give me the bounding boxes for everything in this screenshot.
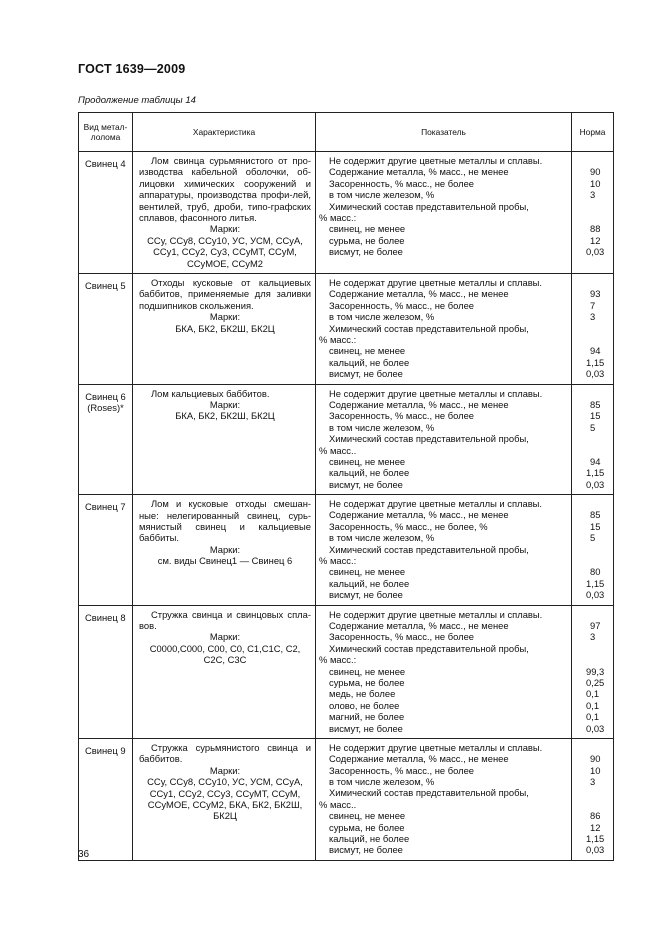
norm-value [576,323,607,334]
norm-value [576,498,607,509]
brands-list: БКА, БК2, БК2Ш, БК2Ц [175,322,275,334]
brands-list: С0000,С000, С00, С0, С1,С1С, С2, С2С, С3С [149,642,301,666]
table-row [79,738,614,860]
indicator-line: % масс.. [319,444,357,456]
table-14 [78,112,614,861]
norm-value: 0,03 [586,368,605,380]
norm-value [576,334,607,345]
norm-value: 90 [590,166,601,178]
scrap-type-label: Свинец 6 [85,390,126,402]
table-row [79,274,614,385]
brands-list: ССу, ССу8, ССу10, УС, УСМ, ССуА, ССу1, ССу2, Су3, ССуМТ, ССуМ, ССуМОЕ, ССуМ2 [147,234,303,269]
cell-scrap-type [79,274,133,385]
cell-indicators [316,605,572,738]
indicator-line: свинец, не менее [329,810,406,822]
brands-list: ССу, ССу8, ССу10, УС, УСМ, ССуА, ССу1, ССу2, ССу3, ССуМТ, ССуМ, ССуМОЕ, ССуМ2, БКА, БК2, БК2Ш, БК2Ц [147,776,303,822]
page-number: 36 [78,849,90,860]
col-header-characteristic: Характеристика [133,113,316,152]
characteristic-text: Отходы кусковые от кальциевых баббитов, применяемые для заливки подшипников скольжения. [139,277,311,311]
indicator-line: медь, не более [329,688,396,700]
indicator-line: висмут, не более [329,246,403,258]
scrap-type-label: Свинец 9 [85,744,126,756]
indicator-line: в том числе железом, % [329,776,435,788]
table-row [79,495,614,606]
norm-value: 94 [590,455,601,467]
cell-characteristic [133,152,316,274]
indicator-line: в том числе железом, % [329,532,435,544]
cell-indicators [316,274,572,385]
indicator-line: % масс.: [319,654,357,666]
norm-value: 5 [590,532,596,544]
document-header: ГОСТ 1639—2009 [78,62,186,76]
norm-value [576,277,607,288]
indicator-line: свинец, не менее [329,223,406,235]
cell-scrap-type [79,738,133,860]
indicator-line: свинец, не менее [329,566,406,578]
norm-value: 1,15 [586,577,605,589]
norm-value: 0,03 [586,589,605,601]
norm-value: 1,15 [586,833,605,845]
norm-value: 10 [590,177,601,189]
col-header-norm: Норма [572,113,614,152]
cell-scrap-type [79,384,133,495]
indicator-line: Засоренность, % масс., не более [329,410,475,422]
norm-value: 3 [590,631,596,643]
indicator-line: Химический состав представительной пробы, [329,543,529,555]
norm-value: 15 [590,410,601,422]
norm-value: 0,1 [586,711,600,723]
scrap-type-label: Свинец 7 [85,501,126,513]
norm-value [576,787,607,798]
brands-label: Марки: [209,764,241,776]
norm-value: 15 [590,520,601,532]
norm-value [576,544,607,555]
indicator-line: Не содержит другие цветные металлы и сплавы. [329,608,543,620]
norm-value: 99,3 [586,665,605,677]
table-continuation-caption: Продолжение таблицы 14 [78,95,196,106]
cell-characteristic [133,274,316,385]
norm-value: 90 [590,753,601,765]
table-header-row [79,113,614,152]
indicator-line: Не содержит другие цветные металлы и сплавы. [329,387,543,399]
col-header-type-text: Вид метал- лолома [83,122,128,142]
scrap-type-label: Свинец 5 [85,280,126,292]
table-row [79,605,614,738]
norm-value: 94 [590,345,601,357]
indicator-line: сурьма, не более [329,821,405,833]
norm-value [576,445,607,456]
brands-list: см. виды Свинец1 — Свинец 6 [157,555,293,567]
indicator-line: сурьма, не более [329,676,405,688]
norm-value: 97 [590,620,601,631]
cell-indicators [316,384,572,495]
indicator-line: свинец, не менее [329,665,406,677]
indicator-line: Содержание металла, % масс., не менее [329,288,509,300]
indicator-line: % масс.: [319,334,357,346]
norm-value: 0,03 [586,478,605,490]
cell-scrap-type [79,605,133,738]
cell-characteristic [133,495,316,606]
col-header-indicator: Показатель [316,113,572,152]
norm-value: 0,1 [586,688,600,700]
norm-value: 12 [590,234,601,246]
indicator-line: магний, не более [329,711,405,723]
norm-value [576,433,607,444]
norm-value [576,155,607,166]
cell-norms [572,274,614,385]
indicator-line: Не содержат другие цветные металлы и сплавы. [329,277,543,289]
indicator-line: Содержание металла, % масс., не менее [329,166,509,178]
norm-value: 0,03 [586,844,605,856]
characteristic-text: Стружка сурьмянистого свинца и баббитов. [139,741,311,765]
indicator-line: висмут, не более [329,478,403,490]
indicator-line: Химический состав представительной пробы, [329,200,529,212]
norm-value [576,212,607,223]
cell-characteristic [133,384,316,495]
characteristic-text: Лом и кусковые отходы смешан-ные: нелегированный свинец, сурь-мянистый свинец и кальциевые баббиты. [139,498,311,544]
norm-value: 86 [590,810,601,822]
indicator-line: % масс.: [319,555,357,567]
indicator-line: сурьма, не более [329,234,405,246]
norm-value: 88 [590,223,601,235]
norm-value [576,388,607,399]
indicator-line: свинец, не менее [329,455,406,467]
norm-value: 5 [590,421,596,433]
scrap-type-label: Свинец 4 [85,158,126,169]
cell-norms [572,605,614,738]
norm-value: 10 [590,764,601,776]
norm-value [576,609,607,620]
indicator-line: кальций, не более [329,356,410,368]
indicator-line: Не содержит другие цветные металлы и сплавы. [329,155,543,166]
scrap-type-label: Свинец 8 [85,611,126,623]
norm-value: 12 [590,821,601,833]
indicator-line: Содержание металла, % масс., не менее [329,398,509,410]
norm-value: 3 [590,776,596,788]
norm-value: 85 [590,509,601,521]
cell-norms [572,384,614,495]
cell-norms [572,495,614,606]
indicator-line: Химический состав представительной пробы, [329,787,529,799]
brands-label: Марки: [209,398,241,410]
indicator-line: Засоренность, % масс., не более [329,177,475,189]
indicator-line: Не содержит другие цветные металлы и сплавы. [329,741,543,753]
indicator-line: Содержание металла, % масс., не менее [329,753,509,765]
cell-scrap-type [79,152,133,274]
indicator-line: Засоренность, % масс., не более, % [329,520,488,532]
indicator-line: кальций, не более [329,577,410,589]
norm-value: 85 [590,398,601,410]
cell-indicators [316,738,572,860]
brands-label: Марки: [209,223,241,235]
norm-value: 3 [590,311,596,323]
characteristic-text: Лом свинца сурьмянистого от про-изводства кабельной оболочки, об-лицовки химических сооружений и аппаратуры, производства профи-лей, вентилей, труб, дроби, типо-графских сплавов, фасонного литья. [139,155,311,224]
indicator-line: висмут, не более [329,589,403,601]
norm-value: 7 [590,299,596,311]
indicator-line: висмут, не более [329,368,403,380]
cell-characteristic [133,605,316,738]
brands-label: Марки: [209,543,241,555]
cell-indicators [316,152,572,274]
indicator-line: Химический состав представительной пробы, [329,322,529,334]
cell-characteristic [133,738,316,860]
norm-value: 0,03 [586,246,605,258]
indicator-line: Химический состав представительной пробы, [329,642,529,654]
brands-label: Марки: [209,311,241,323]
cell-scrap-type [79,495,133,606]
indicator-line: кальций, не более [329,833,410,845]
indicator-line: в том числе железом, % [329,189,435,201]
table-row [79,384,614,495]
norm-value: 0,03 [586,722,605,734]
indicator-line: в том числе железом, % [329,421,435,433]
indicator-line: Содержание металла, % масс., не менее [329,509,509,521]
indicator-line: свинец, не менее [329,345,406,357]
norm-value: 80 [590,566,601,578]
indicator-line: Химический состав представительной пробы, [329,433,529,445]
norm-value: 93 [590,288,601,300]
indicator-line: висмут, не более [329,722,403,734]
characteristic-text: Стружка свинца и свинцовых спла-вов. [139,608,311,632]
scrap-type-sublabel: (Roses)* [87,401,124,413]
norm-value [576,555,607,566]
indicator-line: олово, не более [329,699,400,711]
norm-value: 1,15 [586,467,605,479]
indicator-line: Содержание металла, % масс., не менее [329,620,509,631]
indicator-line: Засоренность, % масс., не более [329,631,475,643]
table-row [79,152,614,274]
indicator-line: в том числе железом, % [329,311,435,323]
characteristic-text: Лом кальциевых баббитов. [151,387,270,399]
norm-value [576,799,607,810]
norm-value: 1,15 [586,356,605,368]
norm-value [576,643,607,654]
cell-norms [572,152,614,274]
indicator-line: Засоренность, % масс., не более [329,299,475,311]
indicator-line: кальций, не более [329,467,410,479]
indicator-line: % масс.: [319,211,357,223]
indicator-line: Засоренность, % масс., не более [329,764,475,776]
brands-label: Марки: [209,631,241,643]
norm-value [576,201,607,212]
norm-value: 0,1 [586,699,600,711]
indicator-line: % масс.. [319,798,357,810]
col-header-type [79,113,133,152]
indicator-line: Не содержат другие цветные металлы и сплавы. [329,498,543,510]
norm-value [576,654,607,665]
norm-value: 3 [590,189,596,201]
cell-indicators [316,495,572,606]
norm-value [576,742,607,753]
norm-value: 0,25 [586,676,605,688]
indicator-line: висмут, не более [329,844,403,856]
brands-list: БКА, БК2, БК2Ш, БК2Ц [175,410,275,422]
cell-norms [572,738,614,860]
